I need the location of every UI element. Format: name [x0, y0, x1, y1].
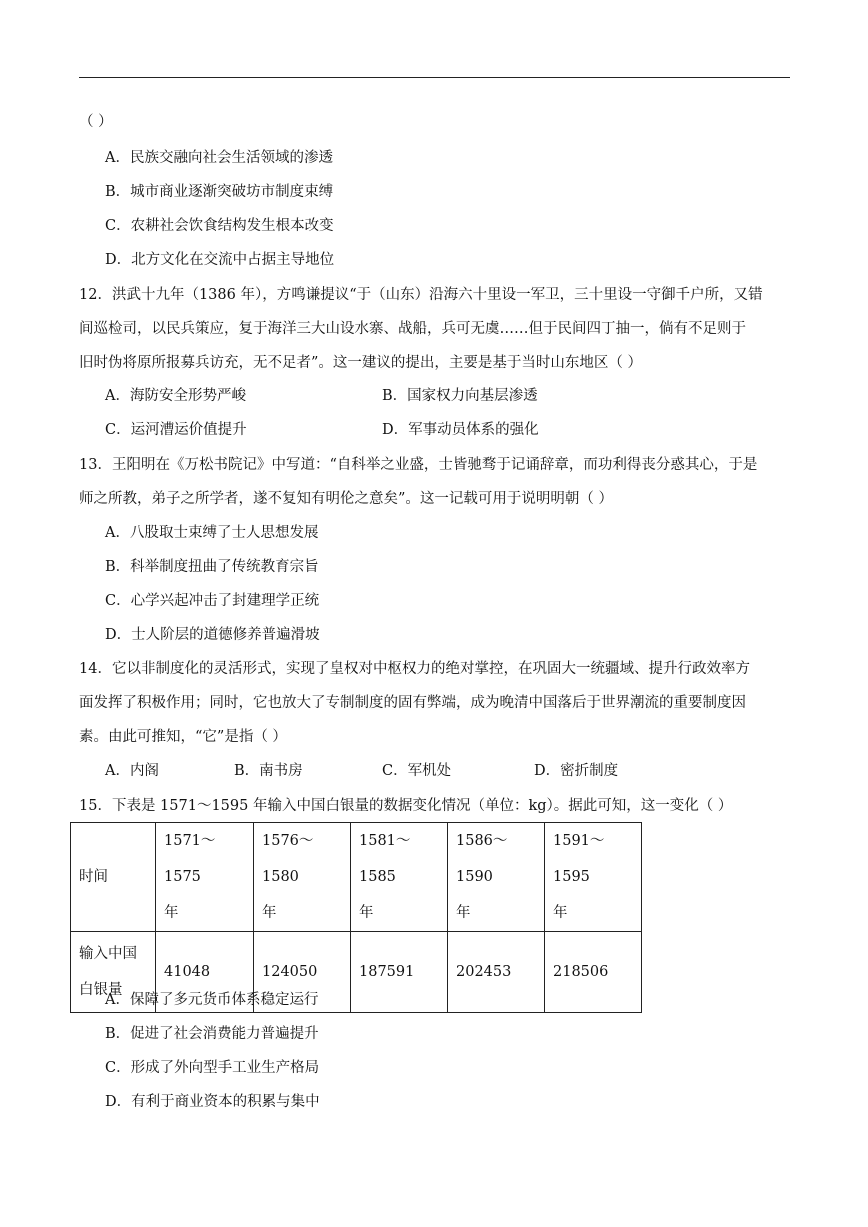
q14-option-d: D．密折制度 — [534, 763, 619, 779]
silver-value-cell: 124050 — [254, 932, 351, 1013]
row-header-silver-line-2: 白银量 — [79, 982, 123, 998]
q11-answer-bracket: （ ） — [79, 114, 113, 130]
q11-option-d: D．北方文化在交流中占据主导地位 — [105, 252, 335, 268]
period-cell — [351, 823, 448, 932]
silver-import-table — [70, 822, 642, 1013]
q15-option-a: A．保障了多元货币体系稳定运行 — [105, 992, 319, 1008]
q14-option-b: B．南书房 — [234, 763, 303, 779]
q15-option-d: D．有利于商业资本的积累与集中 — [105, 1094, 320, 1110]
period-cell — [254, 823, 351, 932]
silver-value-cell: 187591 — [351, 932, 448, 1013]
q15-option-c: C．形成了外向型手工业生产格局 — [105, 1060, 320, 1076]
header-rule — [79, 77, 790, 78]
q12-option-d: D．军事动员体系的强化 — [382, 422, 539, 438]
q11-option-c: C．农耕社会饮食结构发生根本改变 — [105, 218, 334, 234]
q12-option-c: C．运河漕运价值提升 — [105, 422, 247, 438]
q12-stem-line-1: 12．洪武十九年（1386 年），方鸣谦提议“于（山东）沿海六十里设一军卫，三十里设一守御千户所，又错 — [79, 287, 763, 303]
q13-option-c: C．心学兴起冲击了封建理学正统 — [105, 593, 320, 609]
q12-option-a: A．海防安全形势严峻 — [105, 388, 246, 404]
q14-option-c: C．军机处 — [382, 763, 452, 779]
q14-stem-line-3: 素。由此可推知，“它”是指（ ） — [79, 729, 287, 745]
q15-option-b: B．促进了社会消费能力普遍提升 — [105, 1026, 319, 1042]
q12-stem-line-3: 旧时伪将原所报募兵访充，无不足者”。这一建议的提出，主要是基于当时山东地区（ ） — [79, 355, 643, 371]
q11-option-a: A．民族交融向社会生活领域的渗透 — [105, 150, 333, 166]
row-header-time: 时间 — [71, 823, 156, 932]
period-range: 1581～1585 — [359, 833, 411, 885]
period-unit: 年 — [262, 905, 277, 921]
table-row-period — [71, 823, 642, 932]
q15-stem: 15．下表是 1571～1595 年输入中国白银量的数据变化情况（单位：kg）。据此可知，这一变化（ ） — [79, 798, 733, 814]
q13-option-d: D．士人阶层的道德修养普遍滑坡 — [105, 627, 320, 643]
period-range: 1571～1575 — [164, 833, 216, 885]
q13-stem-line-2: 师之所教，弟子之所学者，遂不复知有明伦之意矣”。这一记载可用于说明明朝（ ） — [79, 491, 614, 507]
q13-stem-line-1: 13．王阳明在《万松书院记》中写道：“自科举之业盛，士皆驰骛于记诵辞章，而功利得丧分惑其心，于是 — [79, 457, 758, 473]
period-range: 1576～1580 — [262, 833, 314, 885]
silver-value-cell: 202453 — [448, 932, 545, 1013]
q13-option-b: B．科举制度扭曲了传统教育宗旨 — [105, 559, 319, 575]
q12-option-b: B．国家权力向基层渗透 — [382, 388, 538, 404]
q12-stem-line-2: 间巡检司，以民兵策应，复于海洋三大山设水寨、战船，兵可无虞……但于民间四丁抽一，倘有不足则于 — [79, 321, 746, 337]
q11-option-b: B．城市商业逐渐突破坊市制度束缚 — [105, 184, 334, 200]
q14-stem-line-1: 14．它以非制度化的灵活形式，实现了皇权对中枢权力的绝对掌控，在巩固大一统疆域、提升行政效率方 — [79, 661, 750, 677]
q13-option-a: A．八股取士束缚了士人思想发展 — [105, 525, 319, 541]
period-range: 1586～1590 — [456, 833, 508, 885]
period-range: 1591～1595 — [553, 833, 605, 885]
q14-stem-line-2: 面发挥了积极作用；同时，它也放大了专制制度的固有弊端，成为晚清中国落后于世界潮流的重要制度因 — [79, 695, 746, 711]
row-header-silver-line-1: 输入中国 — [79, 946, 137, 962]
period-unit: 年 — [553, 905, 568, 921]
period-cell — [448, 823, 545, 932]
silver-value-cell: 218506 — [545, 932, 642, 1013]
period-unit: 年 — [359, 905, 374, 921]
period-cell — [545, 823, 642, 932]
silver-value-cell: 41048 — [156, 932, 254, 1013]
q14-option-a: A．内阁 — [105, 763, 159, 779]
period-cell — [156, 823, 254, 932]
period-unit: 年 — [456, 905, 471, 921]
period-unit: 年 — [164, 905, 179, 921]
